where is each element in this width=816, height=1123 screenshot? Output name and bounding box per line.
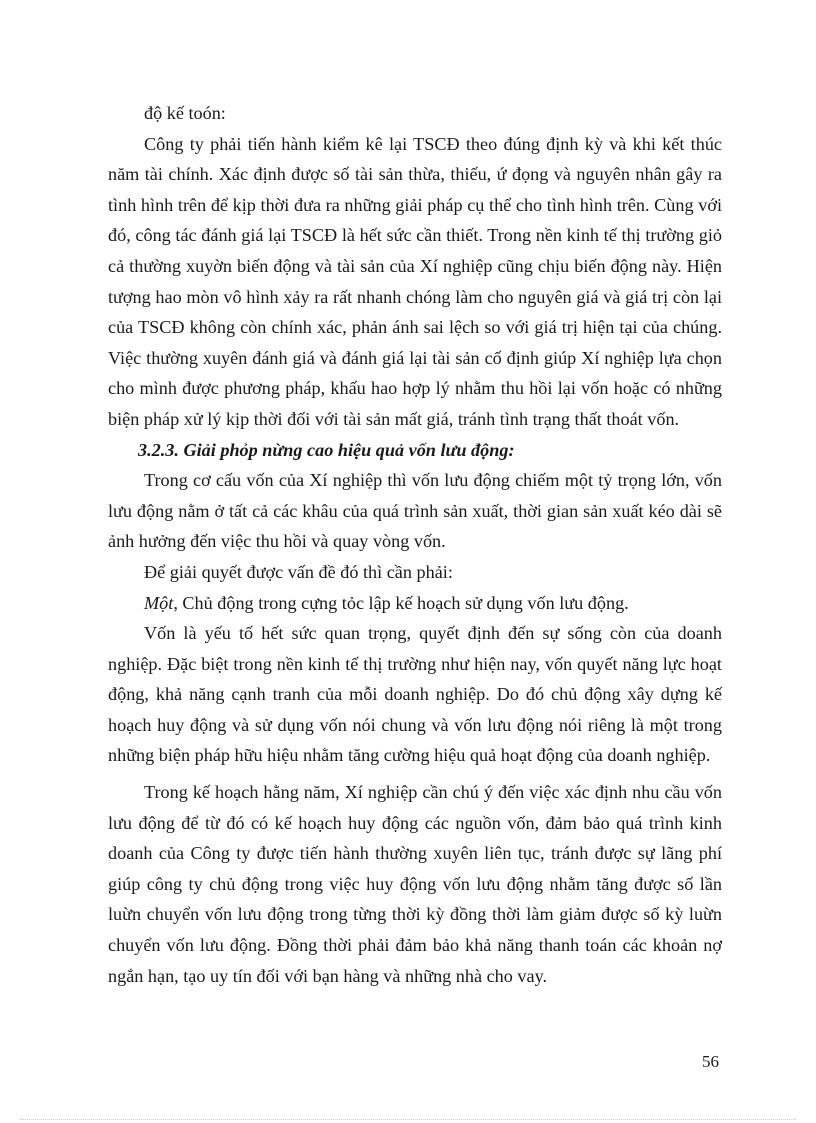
page-bottom-divider xyxy=(20,1119,796,1120)
section-heading: 3.2.3. Giải phỏp nừng cao hiệu quả vốn lưu động: xyxy=(138,439,515,460)
paragraph-solution-lead: Để giải quyết được vấn đề đó thì cần phải: xyxy=(144,561,453,582)
paragraph-intro: độ kế toón: xyxy=(144,103,226,123)
page-number: 56 xyxy=(702,1052,719,1071)
body-text xyxy=(108,98,722,991)
paragraph-capital-importance: Vốn là yếu tố hết sức quan trọng, quyết định đến sự sống còn của doanh nghiệp. Đặc biệt trong nền kinh tế thị trường như hiện nay, vốn quyết năng lực hoạt động, khả năng cạnh tranh của mỗi doanh nghiệp. Do đó chủ động xây dựng kế hoạch huy động và sử dụng vốn nói chung và vốn lưu động nói riêng là một trong những biện pháp hữu hiệu nhằm tăng cường hiệu quả hoạt động của doanh nghiệp. xyxy=(108,623,722,766)
first-point-label: Một xyxy=(144,592,174,613)
paragraph-annual-plan: Trong kế hoạch hằng năm, Xí nghiệp cần chú ý đến việc xác định nhu cầu vốn lưu động để từ đó có kế hoạch huy động các nguồn vốn, đảm bảo quá trình kinh doanh của Công ty được tiến hành thường xuyên liên tục, tránh được sự lãng phí giúp công ty chủ động trong việc huy động vốn lưu động nhằm tăng được số lần luừn chuyển vốn lưu động trong từng thời kỳ đồng thời làm giảm được số kỳ luừn chuyển vốn lưu động. Đồng thời phải đảm bảo khả năng thanh toán các khoản nợ ngắn hạn, tạo uy tín đối với bạn hàng và những nhà cho vay. xyxy=(108,782,722,986)
paragraph-capital-structure: Trong cơ cấu vốn của Xí nghiệp thì vốn lưu động chiếm một tỷ trọng lớn, vốn lưu động nằm ở tất cả các khâu của quá trình sản xuất, thời gian sản xuất kéo dài sẽ ảnh hưởng đến việc thu hồi và quay vòng vốn. xyxy=(108,470,722,552)
paragraph-inventory: Công ty phải tiến hành kiểm kê lại TSCĐ theo đúng định kỳ và khi kết thúc năm tài chính. Xác định được số tài sản thừa, thiếu, ứ đọng và nguyên nhân gây ra tình hình trên để kịp thời đưa ra những giải pháp cụ thể cho tình hình trên. Cùng với đó, công tác đánh giá lại TSCĐ là hết sức cần thiết. Trong nền kinh tế thị trường giỏ cả thường xuyờn biến động và tài sản của Xí nghiệp cũng chịu biến động này. Hiện tượng hao mòn vô hình xảy ra rất nhanh chóng làm cho nguyên giá và giá trị còn lại của TSCĐ không còn chính xác, phản ánh sai lệch so với giá trị hiện tại của chúng. Việc thường xuyên đánh giá và đánh giá lại tài sản cố định giúp Xí nghiệp lựa chọn cho mình được phương pháp, khấu hao hợp lý nhằm thu hồi lại vốn hoặc có những biện pháp xử lý kịp thời đối với tài sản mất giá, tránh tình trạng thất thoát vốn. xyxy=(108,133,722,429)
first-point-text: , Chủ động trong cựng tỏc lập kế hoạch sử dụng vốn lưu động. xyxy=(173,592,629,613)
paragraph-first-point xyxy=(108,588,722,619)
